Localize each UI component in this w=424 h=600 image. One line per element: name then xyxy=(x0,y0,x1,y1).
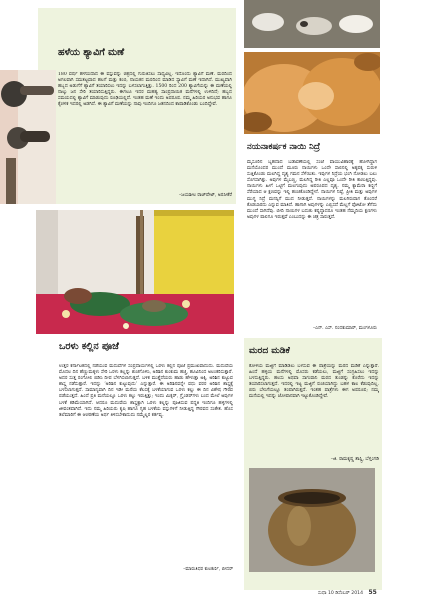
article-byline: –ಜಯಶೀಲ ರಾಜ್‌ಪೇಟ್, ಅರಸೀಕೆರೆ xyxy=(178,193,232,198)
sleeping-dogs-photo xyxy=(244,0,380,48)
footer-issue: ಸುಧಾ 10 ಡಿಸೆಂಬರ್ 2014 xyxy=(318,591,363,596)
article-title: ಒರಳು ಕಲ್ಲಿನ ಪೂಜೆ xyxy=(59,341,119,352)
article-body: ಉತ್ತರ ಕರ್ನಾಟಕದಲ್ಲಿ ನಡೆಯುವ ಮದುವೆಗಳ ಸಂಪ್ರದಾಯಗಳಲ್ಲಿ ಒರಳು ಕಲ್ಲಿನ ಪೂಜೆ ಪ್ರಮುಖವಾದುದು. ಮದುವೆಯ ಮೊದಲ ದಿನ ಹೆಣ್ಣುಮಕ್ಕಳು ಸೇರಿ ಒರಳು ಕಲ್ಲನ್ನು ಶುಚಿಗೊಳಿಸಿ, ಅರಿಶಿನ ಕುಂಕುಮ ಹಚ್ಚಿ, ಹೂವಿನಿಂದ ಅಲಂಕರಿಸುತ್ತಾರೆ. ಅದರ ಸುತ್ತ ರಂಗೋಲಿ ಬಿಡಿಸಿ ದೀಪ ಬೆಳಗಿಸಲಾಗುತ್ತದೆ. ಬಳಿಕ ಮುತ್ತೈದೆಯರು ಹಾಡು ಹೇಳುತ್ತಾ ಅಕ್ಕಿ, ಅರಿಶಿನ ಕುಟ್ಟುವ ಶಾಸ್ತ್ರ ನಡೆಸುತ್ತಾರೆ. ಇದನ್ನು ‘ಅರಿಶಿನ ಕುಟ್ಟುವುದು’ ಎನ್ನುತ್ತಾರೆ. ಈ ಅರಿಶಿನವನ್ನೇ ವಧು ವರರ ಅರಿಶಿನ ಶಾಸ್ತ್ರಕ್ಕೆ ಬಳಸಲಾಗುತ್ತದೆ. ಸಾಮಾನ್ಯವಾಗಿ ದಿನ ಇಡೀ ಮನೆಯ ಕೆಲಸಕ್ಕೆ ಬಳಕೆಯಾಗುವ ಒರಳು ಕಲ್ಲು ಈ ದಿನ ವಿಶೇಷ ಗೌರವ ಪಡೆಯುತ್ತದೆ. ಹಿಂದೆ ಪ್ರತಿ ಮನೆಯಲ್ಲೂ ಒರಳು ಕಲ್ಲು ಇರುತ್ತಿತ್ತು; ಇಂದು ಮಿಕ್ಸರ್, ಗ್ರೈಂಡರ್‌ಗಳು ಬಂದ ಮೇಲೆ ಅವುಗಳ ಬಳಕೆ ಕಡಿಮೆಯಾಗಿದೆ. ಆದರೂ ಮದುವೆಯ ಶಾಸ್ತ್ರಕ್ಕಾಗಿ ಒರಳು ಕಲ್ಲನ್ನು ಪೂಜಿಸುವ ಪದ್ಧತಿ ಇಂದಿಗೂ ಹಳ್ಳಿಗಳಲ್ಲಿ ಜೀವಂತವಾಗಿದೆ. ಇದು ನಮ್ಮ ಹಿರಿಯರು ಕೃಷಿ ಹಾಗೂ ಗೃಹ ಬಳಕೆಯ ವಸ್ತುಗಳಿಗೆ ನೀಡುತ್ತಿದ್ದ ಗೌರವದ ಸಂಕೇತ. ಹೊಸ ತಲೆಮಾರಿಗೆ ಈ ಆಚರಣೆಯ ಅರ್ಥ ತಿಳಿಸಬೇಕಾದುದು ನಮ್ಮೆಲ್ಲರ ಕರ್ತವ್ಯ. xyxy=(59,364,233,418)
article-body: ಮೈಸೂರಿನ ಬೃಹದಾದ ಬಡಾವಣೆಯಲ್ಲಿ ಸಂಜೆ ವಾಯುವಿಹಾರಕ್ಕೆ ಹೋಗಿದ್ದಾಗ ಮನೆಯೊಂದರ ಮುಂದೆ ಮೂರು ನಾಯಿಗಳು ಒಂದೇ ಸಾಲಿನಲ್ಲಿ ಅಕ್ಕಪಕ್ಕ ಸುರುಳಿ ಸುತ್ತಿಕೊಂಡು ಮಲಗಿದ್ದ ದೃಶ್ಯ ಗಮನ ಸೆಳೆಯಿತು. ಇವುಗಳ ನಿದ್ರೆಯ ಭಂಗಿ ನೋಡಲು ಬಲು ಸೊಗಸಾಗಿತ್ತು. ಅವುಗಳ ಮೈಬಣ್ಣ, ಮಲಗಿದ್ದ ರೀತಿ ಎಲ್ಲವೂ ಒಂದೇ ರೀತಿ ಕಾಣುತ್ತಿದ್ದವು. ನಾಯಿಗಳು ಹೀಗೆ ಒಟ್ಟಿಗೆ ಮಲಗುವುದು ಅಪರೂಪದ ದೃಶ್ಯ. ನಮ್ಮ ಕ್ಯಾಮೆರಾ ಕಣ್ಣಿಗೆ ಸೆರೆಯಾದ ಆ ಕ್ಷಣವನ್ನು ಇಲ್ಲಿ ಹಂಚಿಕೊಂಡಿದ್ದೇನೆ. ನಾಯಿಗಳ ನಿಷ್ಠೆ, ಪ್ರೀತಿ ಮತ್ತು ಅವುಗಳ ಮುಗ್ಧ ನಿದ್ರೆ ಮನಸ್ಸಿಗೆ ಮುದ ನೀಡುತ್ತದೆ. ನಾಯಿಗಳನ್ನು ಮಲಗಿರುವಾಗ ತೊಂದರೆ ಕೊಡಬಾರದು ಎನ್ನುವ ಮಾತಿದೆ. ಹಾಗಾಗಿ ಅವುಗಳನ್ನು ಎಬ್ಬಿಸದೆ ಮೆಲ್ಲಗೆ ಫೋಟೋ ತೆಗೆದು ಮುಂದೆ ಸಾಗಿದೆವು. ಬೀದಿ ನಾಯಿಗಳ ಬದುಕು ಕಷ್ಟದ್ದಾದರೂ ಇಂತಹ ನೆಮ್ಮದಿಯ ಕ್ಷಣಗಳು ಅವುಗಳ ಪಾಲಿಗೂ ಇರುತ್ತವೆ ಎಂಬುದನ್ನು ಈ ಚಿತ್ರ ಸಾರುತ್ತದೆ. xyxy=(247,160,377,220)
article-title: ಹಳೆಯ ಶ್ಯಾವಿಗೆ ಮಣೆ xyxy=(58,47,125,58)
article-body: 180 ವರ್ಷ ಹಳೆಯದಾದ ಈ ವಸ್ತುವನ್ನು ಚಿತ್ರದಲ್ಲಿ ಗುರುತಿಸಲು ಸಾಧ್ಯವಿಲ್ಲ. ಇದೊಂದು ಶ್ಯಾವಿಗೆ ಮಣೆ. ಮರದಿಂದ ಅಗಲವಾಗಿ ಸಮತಟ್ಟವಾದ ಹಲಗೆ ಮತ್ತು ಕಂಬಿ, ನಾಯಕನ ಮರದಿಂದ ಮಾಡಿದ ಸ್ಯಾವಿಗೆ ಮಣೆ ಇದಾಗಿದೆ. ಮುಖ್ಯವಾಗಿ ಹಬ್ಬದ ಅಡುಗೆಗೆ ಶ್ಯಾವಿಗೆ ತಯಾರಿಸಲು ಇದನ್ನು ಬಳಸಲಾಗುತ್ತಿತ್ತು. 1500 ರಿಂದ 200 ಶ್ಯಾವಿಗೆಯನ್ನು ಈ ಮಣೆಯಲ್ಲಿ ನಾಲ್ಕು ಜನ ಸೇರಿ ತಯಾರಿಸುತ್ತಿದ್ದರು. ಈಗಲೂ ಇದರ ಮಹತ್ವ ಸಾಂಪ್ರದಾಯಿಕ ಮನೆಗಳಲ್ಲಿ ಉಳಿದಿದೆ; ಹಬ್ಬದ ಸಮಯದಲ್ಲಿ ಶ್ಯಾವಿಗೆ ಮಾಡುವುದು ರೂಢಿಯಲ್ಲಿದೆ. ಇಂತಹ ಮಣೆ ಇಂದು ಅಪರೂಪ. ನಮ್ಮ ಹಿರಿಯರ ಅನುಭವ ಹಾಗೂ ಕೈಚಳಕ ಇದರಲ್ಲಿ ಅಡಗಿದೆ. ಈ ಶ್ಯಾವಿಗೆ ಮಣೆಯನ್ನು ನಾವು ಇಂದಿಗೂ ಜತನದಿಂದ ಕಾಪಾಡಿಕೊಂಡು ಬಂದಿದ್ದೇವೆ. xyxy=(58,72,232,108)
orlu-kallu-pooja-photo xyxy=(36,210,234,334)
page-footer xyxy=(318,589,377,596)
sleeping-dog-closeup-photo xyxy=(244,52,380,134)
article-byline: –ಎನ್. ಎಸ್. ನಂದಕುಮಾರ್, ಮಂಗಳೂರು xyxy=(312,326,377,331)
article-body: ಕೋಳಿಯ ಮಜ್ಜಿಗೆ ಮಾಡಿಡಲು ಬಳಸುವ ಈ ಪಾತ್ರೆಯನ್ನು ಮರದ ಮಡಿಕೆ ಎನ್ನುತ್ತಾರೆ. ಹಿಂದೆ ಹಳ್ಳಿಯ ಮನೆಗಳಲ್ಲಿ ಮೊಸರು ಕಡೆಯಲು, ಮಜ್ಜಿಗೆ ಸಂಗ್ರಹಿಸಲು ಇದನ್ನು ಬಳಸುತ್ತಿದ್ದರು. ಹಲಸು ಅಥವಾ ಸಾಗುವಾನಿ ಮರದ ತುಂಡನ್ನು ಕೊರೆದು ಇದನ್ನು ತಯಾರಿಸಲಾಗುತ್ತದೆ. ಇದರಲ್ಲಿ ಇಟ್ಟ ಮಜ್ಜಿಗೆ ರುಚಿಯಾಗಿದ್ದು ಬಹಳ ಕಾಲ ಕೆಡುವುದಿಲ್ಲ. ಬಿರು ಬೇಸಿಗೆಯಲ್ಲೂ ತಂಪಾಗಿರುತ್ತದೆ. ಇಂತಹ ಪಾತ್ರೆಗಳು ಈಗ ಅಪರೂಪ; ನಮ್ಮ ಮನೆಯಲ್ಲಿ ಇದನ್ನು ಜೋಪಾನವಾಗಿ ಇಟ್ಟುಕೊಂಡಿದ್ದೇವೆ. xyxy=(249,364,379,400)
article-byline: –ಮಾರುತಿಧರ ಕುಲಕರ್ಣಿ, ಬೀದರ್ xyxy=(183,567,233,572)
wooden-pot-photo xyxy=(249,468,375,572)
article-byline: –ಜಿ. ರಾಮಕೃಷ್ಣ ಶಾಸ್ತ್ರಿ, ಬೆಳ್ತಂಗಡಿ xyxy=(330,457,379,462)
article-title: ನಯನಾಕರ್ಷಕ ನಾಯಿ ನಿದ್ರೆ xyxy=(247,142,321,152)
page-number: 55 xyxy=(368,589,377,596)
shyavige-mane-photo xyxy=(0,70,56,204)
article-title: ಮರದ ಮಡಿಕೆ xyxy=(249,346,290,356)
